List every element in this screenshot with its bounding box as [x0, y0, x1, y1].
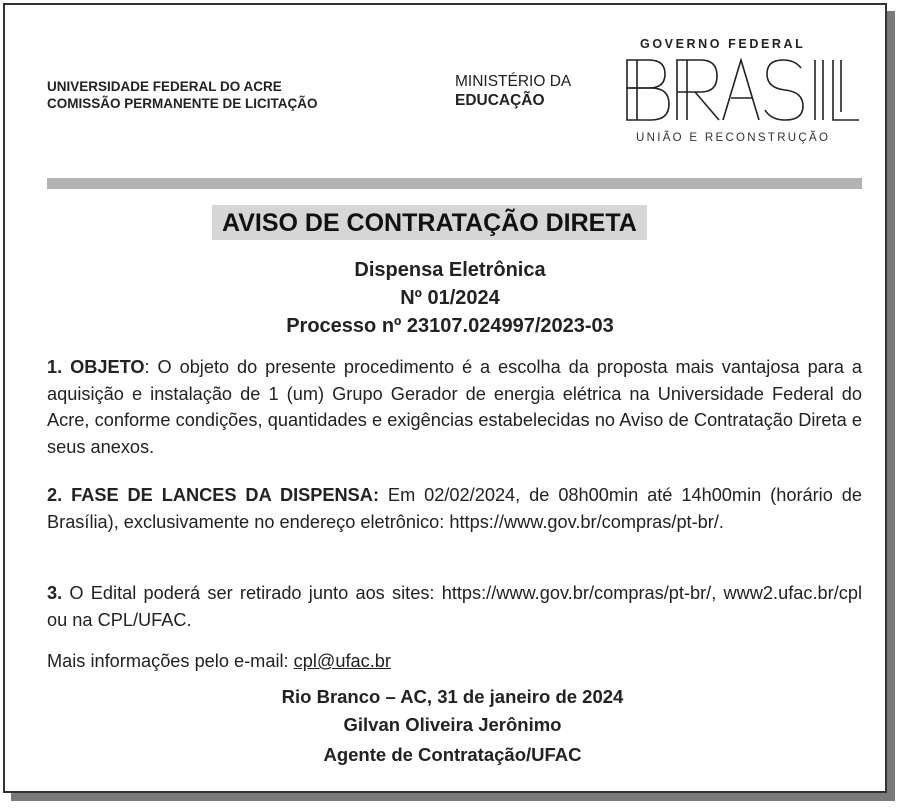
gov-federal-label: GOVERNO FEDERAL [640, 37, 806, 51]
gov-slogan: UNIÃO E RECONSTRUÇÃO [636, 132, 831, 144]
section-fase-lances [47, 482, 862, 535]
notice-subtitle-modality: Dispensa Eletrônica [354, 259, 546, 281]
ministry-line2: EDUCAÇÃO [455, 92, 545, 109]
header-divider [47, 178, 862, 189]
signature-role: Agente de Contratação/UFAC [323, 744, 582, 765]
section-objeto [47, 354, 862, 460]
ministry-line1: MINISTÉRIO DA [455, 73, 572, 90]
section-label: 2. FASE DE LANCES DA DISPENSA: [47, 485, 379, 505]
signature-place-date: Rio Branco – AC, 31 de janeiro de 2024 [281, 686, 624, 707]
section-label: 3. [47, 583, 63, 603]
notice-subtitle-process: Processo nº 23107.024997/2023-03 [286, 315, 614, 337]
section-text: : O objeto do presente procedimento é a escolha da proposta mais vantajosa para a aquisição e instalação de 1 (um) Grupo Gerador de energia elétrica na Universidade Federal do Acre, conforme condições, quantidades e exigências estabelecidas no Aviso de Contratação Direta e seus anexos. [47, 357, 862, 457]
university-name: UNIVERSIDADE FEDERAL DO ACRE [47, 79, 282, 94]
brasil-logo-icon [625, 58, 861, 122]
ministry-logo [455, 72, 571, 110]
section-label: 1. OBJETO [47, 357, 145, 377]
section-edital [47, 580, 862, 633]
notice-subtitle-number: Nº 01/2024 [400, 287, 500, 309]
commission-name: COMISSÃO PERMANENTE DE LICITAÇÃO [47, 96, 318, 111]
signature-name: Gilvan Oliveira Jerônimo [343, 714, 562, 735]
contact-line [47, 648, 862, 675]
organization-block [47, 78, 318, 112]
section-text: Em 02/02/2024, de 08h00min até 14h00min (horário de Brasília), exclusivamente no endereço eletrônico: https://www.gov.br/compras/pt-br/. [47, 485, 862, 532]
contact-text: Mais informações pelo e-mail: [47, 651, 294, 671]
notice-title: AVISO DE CONTRATAÇÃO DIRETA [212, 205, 647, 240]
section-text: O Edital poderá ser retirado junto aos sites: https://www.gov.br/compras/pt-br/, www2.ufac.br/cpl ou na CPL/UFAC. [47, 583, 862, 630]
email-link[interactable]: cpl@ufac.br [293, 651, 391, 671]
